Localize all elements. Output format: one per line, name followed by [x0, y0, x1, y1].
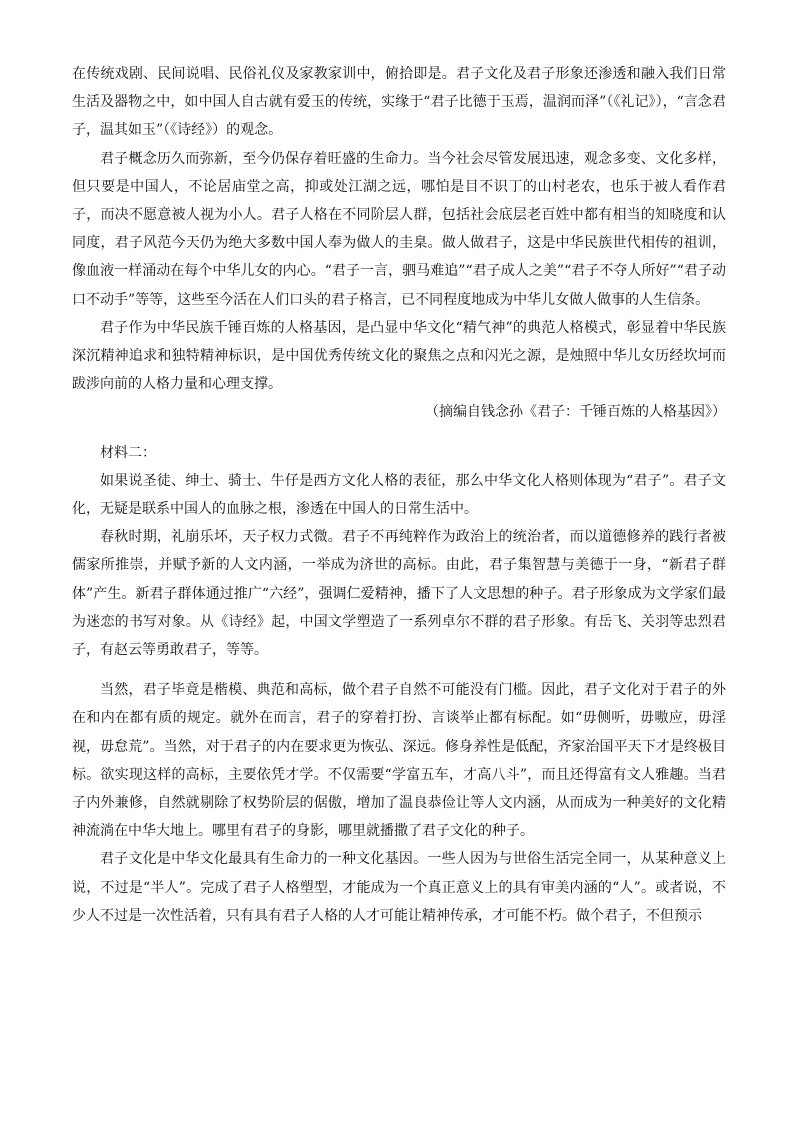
paragraph-threshold: 当然，君子毕竟是楷模、典范和高标，做个君子自然不可能没有门槛。因此，君子文化对于君子的外在和内在都有质的规定。就外在而言，君子的穿着打扮、言谈举止都有标配。如“毋侧听，毋嗷应，毋淫视，毋怠荒”。当然，对于君子的内在要求更为恢弘、深远。修身养性是低配，齐家治国平天下才是终极目标。欲实现这样的高标，主要依凭才学。不仅需要“学富五车，才高八斗”，而且还得富有文人雅趣。当君子内外兼修，自然就剔除了权势阶层的倨傲，增加了温良恭俭让等人文内涵，从而成为一种美好的文化精神流淌在中华大地上。哪里有君子的身影，哪里就播撒了君子文化的种子。 [72, 682, 726, 840]
material-two-heading: 材料二： [100, 444, 156, 461]
paragraph-spring-autumn: 春秋时期，礼崩乐坏，天子权力式微。君子不再纯粹作为政治上的统治者，而以道德修养的践行者被儒家所推崇，并赋予新的人文内涵，一举成为济世的高标。由此，君子集智慧与美德于一身，“新君子群体”产生。新君子群体通过推广“六经”，强调仁爱精神，播下了人文思想的种子。君子形象成为文学家们最为迷恋的书写对象。从《诗经》起，中国文学塑造了一系列卓尔不群的君子形象。有岳飞、关羽等忠烈君子，有赵云等勇敢君子，等等。 [72, 529, 726, 659]
spacer [72, 664, 726, 676]
paragraph-continuation: 在传统戏剧、民间说唱、民俗礼仪及家教家训中，俯拾即是。君子文化及君子形象还渗透和融入我们日常生活及器物之中，如中国人自古就有爱玉的传统，实缘于“君子比德于玉焉，温润而泽”（《礼记》），“言念君子，温其如玉”（《诗经》）的观念。 [72, 66, 726, 139]
paragraph-western-comparison: 如果说圣徒、绅士、骑士、牛仔是西方文化人格的表征，那么中华文化人格则体现为“君子”。君子文化，无疑是联系中国人的血脉之根，渗透在中国人的日常生活中。 [72, 472, 726, 518]
spacer [72, 427, 726, 439]
source-citation: （摘编自钱念孙《君子：千锤百炼的人格基因》） [425, 404, 726, 421]
paragraph-gene: 君子作为中华民族千锤百炼的人格基因，是凸显中华文化“精气神”的典范人格模式，彰显着中华民族深沉精神追求和独特精神标识，是中国优秀传统文化的聚焦之点和闪光之源，是烛照中华儿女历经坎坷而跋涉向前的人格力量和心理支撑。 [72, 319, 726, 393]
document-body [72, 60, 726, 930]
paragraph-culture-gene: 君子文化是中华文化最具有生命力的一种文化基因。一些人因为与世俗生活完全同一，从某种意义上说，不过是“半人”。完成了君子人格塑型，才能成为一个真正意义上的具有审美内涵的“人”。或者说，不少人不过是一次性活着，只有具有君子人格的人才可能让精神传承，才可能不朽。做个君子，不但预示 [72, 851, 726, 924]
paragraph-vitality: 君子概念历久而弥新，至今仍保存着旺盛的生命力。当今社会尽管发展迅速，观念多变、文化多样，但只要是中国人，不论居庙堂之高，抑或处江湖之远，哪怕是目不识丁的山村老农，也乐于被人看作君子，而决不愿意被人视为小人。君子人格在不同阶层人群，包括社会底层老百姓中都有相当的知晓度和认同度，君子风范今天仍为绝大多数中国人奉为做人的圭臬。做人做君子，这是中华民族世代相传的祖训，像血液一样涌动在每个中华儿女的内心。“君子一言，驷马难追”“君子成人之美”“君子不夺人所好”“君子动口不动手”等等，这些至今活在人们口头的君子格言，已不同程度地成为中华儿女做人做事的人生信条。 [72, 150, 726, 308]
